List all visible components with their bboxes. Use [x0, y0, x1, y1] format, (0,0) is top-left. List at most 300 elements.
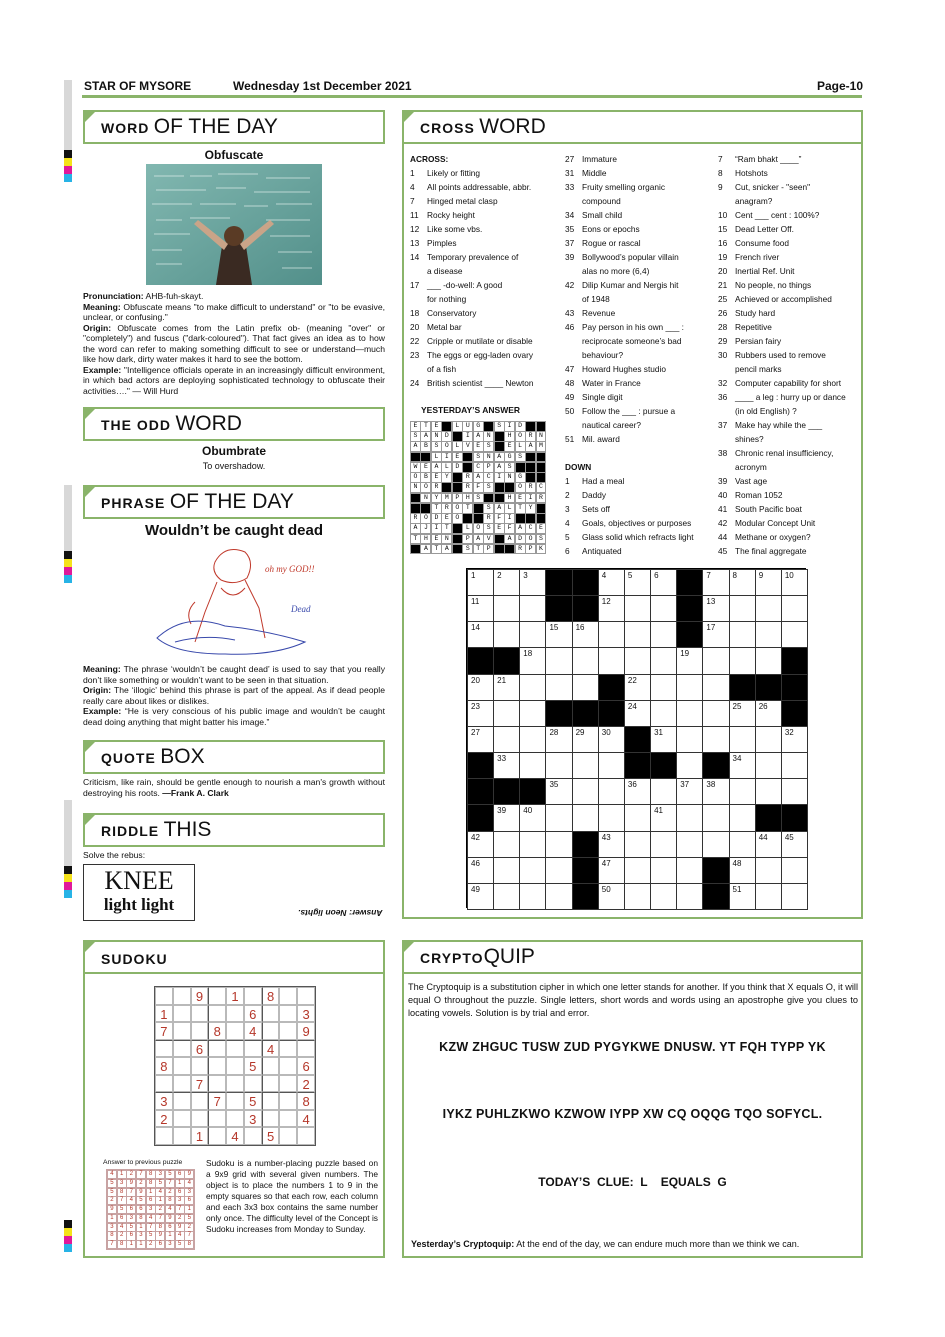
sudoku-cell[interactable] — [208, 987, 226, 1005]
clue-text: Metal bar — [427, 322, 462, 332]
crossword-cell[interactable] — [729, 883, 756, 910]
sudoku-cell[interactable] — [279, 1005, 297, 1023]
crossword-cell[interactable] — [519, 804, 546, 831]
crossword-cell[interactable] — [755, 621, 782, 648]
clue-text: Sets off — [582, 504, 610, 514]
sudoku-cell[interactable] — [262, 1092, 280, 1110]
crossword-cell[interactable] — [650, 857, 677, 884]
crossword-cell[interactable] — [729, 647, 756, 674]
sudoku-cell[interactable] — [262, 1057, 280, 1075]
sudoku-cell[interactable] — [244, 987, 262, 1005]
blackboard-photo — [146, 164, 322, 285]
crossword-cell[interactable] — [598, 804, 625, 831]
sudoku-cell[interactable] — [226, 1005, 244, 1023]
crossword-cell[interactable] — [729, 752, 756, 779]
crossword-cell[interactable] — [676, 857, 703, 884]
clue-row — [718, 460, 863, 474]
crossword-cell-number: 40 — [523, 806, 533, 816]
crossword-cell[interactable] — [493, 883, 520, 910]
crossword-block — [676, 595, 703, 622]
crossword-cell[interactable] — [650, 621, 677, 648]
todays-clue: TODAY’S CLUE: L EQUALS G — [538, 1175, 727, 1189]
crossword-cell[interactable] — [781, 778, 808, 805]
clue-text: ___ -do-well: A good — [427, 280, 503, 290]
phrase-body: Meaning: The phrase ‘wouldn’t be caught dead’ is used to say that you really don’t like something or wouldn’t want to be seen in that situation. Origin: The ‘illogic’ behind this phrase is part of the appeal. As if dead people really care about likes or dislikes. Example: “He is very conscious of his public image and wouldn’t be caught dead doing anything that might batter his image.” — [83, 664, 385, 727]
crossword-cell[interactable] — [598, 726, 625, 753]
answer-block — [494, 441, 505, 452]
sudoku-cell[interactable] — [155, 1040, 173, 1058]
answer-block — [420, 503, 431, 514]
answer-letter: A — [420, 431, 431, 442]
clue-row — [718, 166, 863, 180]
sudoku-cell[interactable] — [279, 1092, 297, 1110]
clue-number — [718, 460, 735, 474]
crossword-cell[interactable] — [650, 595, 677, 622]
clue-row — [410, 306, 560, 320]
clue-row — [718, 208, 863, 222]
crossword-cell[interactable] — [702, 621, 729, 648]
crossword-cell[interactable] — [650, 674, 677, 701]
sudoku-cell[interactable] — [244, 1075, 262, 1093]
crossword-cell[interactable] — [781, 857, 808, 884]
answer-letter: E — [431, 472, 442, 483]
sudoku-cell[interactable] — [173, 1092, 191, 1110]
sudoku-cell[interactable] — [226, 1022, 244, 1040]
crossword-cell[interactable] — [729, 857, 756, 884]
crossword-cell[interactable] — [545, 726, 572, 753]
crossword-cell[interactable] — [493, 752, 520, 779]
crossword-cell[interactable] — [676, 804, 703, 831]
sudoku-cell[interactable] — [173, 1110, 191, 1128]
crossword-cell[interactable] — [702, 831, 729, 858]
crossword-cell[interactable] — [702, 726, 729, 753]
clue-number — [565, 264, 582, 278]
clue-row — [410, 362, 560, 376]
crossword-cell[interactable] — [493, 595, 520, 622]
crossword-cell[interactable] — [598, 831, 625, 858]
crossword-cell[interactable] — [729, 726, 756, 753]
crossword-cell[interactable] — [676, 883, 703, 910]
crossword-cell[interactable] — [676, 674, 703, 701]
crossword-cell[interactable] — [624, 647, 651, 674]
clue-text: Persian fairy — [735, 336, 782, 346]
crossword-cell[interactable] — [781, 831, 808, 858]
sudoku-cell[interactable] — [279, 1127, 297, 1145]
crossword-cell[interactable] — [572, 621, 599, 648]
previous-answer-cell: 1 — [126, 1240, 136, 1249]
crossword-cell[interactable] — [545, 857, 572, 884]
crossword-cell[interactable] — [519, 569, 546, 596]
crossword-cell[interactable] — [598, 752, 625, 779]
sudoku-cell[interactable] — [279, 1022, 297, 1040]
crossword-cell[interactable] — [702, 595, 729, 622]
clue-number: 49 — [565, 392, 575, 402]
crossword-cell[interactable] — [624, 883, 651, 910]
color-registration — [64, 1220, 72, 1252]
crossword-cell[interactable] — [572, 778, 599, 805]
sudoku-cell[interactable] — [279, 1075, 297, 1093]
crossword-cell[interactable] — [650, 569, 677, 596]
crossword-cell-number: 44 — [758, 832, 768, 842]
previous-answer-cell: 2 — [146, 1240, 156, 1249]
clue-row — [565, 222, 715, 236]
crossword-cell-number: 33 — [497, 754, 507, 764]
answer-block — [462, 462, 473, 473]
crossword-cell[interactable] — [702, 778, 729, 805]
crossword-cell[interactable] — [755, 752, 782, 779]
crossword-cell[interactable] — [650, 883, 677, 910]
crossword-cell[interactable] — [467, 857, 494, 884]
crossword-cell[interactable] — [572, 804, 599, 831]
sudoku-cell: 9 — [297, 1022, 315, 1040]
sudoku-cell: 7 — [208, 1092, 226, 1110]
crossword-cell[interactable] — [493, 621, 520, 648]
crossword-cell[interactable] — [572, 647, 599, 674]
clue-number: 23 — [410, 350, 420, 360]
clue-number: 25 — [718, 294, 728, 304]
clue-text: Rocky height — [427, 210, 475, 220]
crossword-cell[interactable] — [598, 778, 625, 805]
previous-answer-cell: 8 — [165, 1196, 175, 1205]
sudoku-cell[interactable] — [173, 1075, 191, 1093]
clue-text: South Pacific boat — [735, 504, 802, 514]
sudoku-cell[interactable] — [155, 1127, 173, 1145]
crossword-cell[interactable] — [624, 621, 651, 648]
previous-answer-cell: 7 — [126, 1188, 136, 1197]
clue-number: 18 — [410, 308, 420, 318]
crossword-cell[interactable] — [519, 647, 546, 674]
crossword-cell[interactable] — [755, 778, 782, 805]
sudoku-cell[interactable] — [279, 1057, 297, 1075]
answer-letter: O — [420, 482, 431, 493]
crossword-cell[interactable] — [729, 569, 756, 596]
crossword-cell[interactable] — [676, 831, 703, 858]
sudoku-cell[interactable] — [226, 1040, 244, 1058]
crossword-cell[interactable] — [702, 647, 729, 674]
sudoku-cell[interactable] — [191, 1110, 209, 1128]
crossword-cell[interactable] — [519, 857, 546, 884]
crossword-block — [702, 883, 729, 910]
crossword-cell[interactable] — [519, 726, 546, 753]
crossword-cell[interactable] — [545, 778, 572, 805]
crossword-cell[interactable] — [545, 674, 572, 701]
crossword-cell[interactable] — [598, 621, 625, 648]
clue-text: Achieved or accomplished — [735, 294, 832, 304]
crossword-cell[interactable] — [624, 778, 651, 805]
sudoku-cell[interactable] — [279, 1040, 297, 1058]
crossword-cell[interactable] — [493, 700, 520, 727]
crossword-cell[interactable] — [755, 726, 782, 753]
sudoku-cell[interactable] — [208, 1127, 226, 1145]
crossword-block — [650, 752, 677, 779]
sudoku-cell[interactable] — [191, 1005, 209, 1023]
crossword-cell[interactable] — [729, 804, 756, 831]
sudoku-cell[interactable] — [173, 1022, 191, 1040]
crossword-cell[interactable] — [729, 700, 756, 727]
crossword-cell[interactable] — [519, 674, 546, 701]
crossword-cell[interactable] — [650, 647, 677, 674]
crossword-cell[interactable] — [572, 674, 599, 701]
clue-number: 6 — [565, 546, 570, 556]
clue-number: 7 — [410, 196, 415, 206]
crossword-cell[interactable] — [676, 726, 703, 753]
crossword-cell[interactable] — [493, 831, 520, 858]
clue-number: 40 — [718, 490, 728, 500]
crossword-cell[interactable] — [598, 595, 625, 622]
answer-letter: K — [536, 544, 547, 555]
crossword-cell[interactable] — [467, 831, 494, 858]
answer-letter: T — [473, 544, 484, 555]
crossword-cell-number: 2 — [497, 571, 502, 580]
crossword-cell[interactable] — [493, 857, 520, 884]
sudoku-cell[interactable] — [297, 987, 315, 1005]
sudoku-cell[interactable] — [244, 1127, 262, 1145]
crossword-cell-number: 18 — [523, 649, 533, 659]
crossword-title-box — [402, 110, 863, 144]
answer-letter: E — [431, 534, 442, 545]
previous-answer-cell: 8 — [146, 1179, 156, 1188]
answer-letter: C — [473, 462, 484, 473]
crossword-block — [755, 674, 782, 701]
answer-letter: N — [483, 431, 494, 442]
crossword-cell[interactable] — [676, 700, 703, 727]
clue-text: Consume food — [735, 238, 789, 248]
crossword-block — [572, 595, 599, 622]
crossword-block — [467, 647, 494, 674]
previous-answer-cell: 5 — [165, 1170, 175, 1179]
crossword-cell[interactable] — [702, 804, 729, 831]
crossword-cell-number: 34 — [732, 754, 742, 764]
clue-row — [410, 236, 560, 250]
sudoku-cell[interactable] — [226, 1092, 244, 1110]
crossword-block — [467, 778, 494, 805]
answer-letter: T — [462, 503, 473, 514]
crossword-cell[interactable] — [519, 595, 546, 622]
crossword-cell[interactable] — [519, 621, 546, 648]
sudoku-cell: 1 — [191, 1127, 209, 1145]
sudoku-cell[interactable] — [191, 1092, 209, 1110]
crossword-cell[interactable] — [493, 674, 520, 701]
sudoku-cell[interactable] — [173, 1005, 191, 1023]
sudoku-cell[interactable] — [226, 1075, 244, 1093]
crossword-cell[interactable] — [650, 726, 677, 753]
clue-text: Water in France — [582, 378, 641, 388]
crossword-cell[interactable] — [702, 569, 729, 596]
crossword-cell[interactable] — [624, 595, 651, 622]
clue-text: (in old English) ? — [735, 406, 797, 416]
previous-answer-cell: 8 — [117, 1240, 127, 1249]
sudoku-cell[interactable] — [191, 1022, 209, 1040]
crossword-cell[interactable] — [650, 831, 677, 858]
crossword-cell[interactable] — [755, 857, 782, 884]
answer-letter: S — [483, 441, 494, 452]
sudoku-cell[interactable] — [173, 987, 191, 1005]
crossword-cell[interactable] — [755, 883, 782, 910]
clue-text: The final aggregate — [735, 546, 807, 556]
crossword-cell[interactable] — [493, 726, 520, 753]
answer-letter: S — [462, 544, 473, 555]
clue-number: 11 — [410, 210, 419, 220]
crossword-cell[interactable] — [755, 595, 782, 622]
sudoku-cell[interactable] — [279, 987, 297, 1005]
sudoku-cell[interactable] — [262, 1005, 280, 1023]
sudoku-cell: 7 — [155, 1022, 173, 1040]
crossword-cell[interactable] — [781, 726, 808, 753]
answer-letter: A — [494, 503, 505, 514]
crossword-cell[interactable] — [467, 569, 494, 596]
sudoku-cell[interactable] — [262, 1075, 280, 1093]
sudoku-cell[interactable] — [297, 1127, 315, 1145]
crossword-cell[interactable] — [545, 621, 572, 648]
clue-text: The eggs or egg-laden ovary — [427, 350, 534, 360]
crossword-cell[interactable] — [519, 700, 546, 727]
crossword-cell[interactable] — [519, 752, 546, 779]
crossword-cell[interactable] — [493, 804, 520, 831]
crossword-cell[interactable] — [781, 569, 808, 596]
previous-answer-cell: 3 — [107, 1223, 117, 1232]
crossword-cell[interactable] — [781, 595, 808, 622]
crossword-cell[interactable] — [729, 621, 756, 648]
previous-answer-cell: 6 — [117, 1214, 127, 1223]
sudoku-cell[interactable] — [155, 987, 173, 1005]
sudoku-cell[interactable] — [155, 1075, 173, 1093]
clue-row — [410, 334, 560, 348]
crossword-cell[interactable] — [676, 647, 703, 674]
crossword-cell[interactable] — [624, 674, 651, 701]
answer-letter: D — [441, 431, 452, 442]
color-registration — [64, 551, 72, 583]
crossword-cell[interactable] — [545, 647, 572, 674]
sudoku-cell[interactable] — [208, 1005, 226, 1023]
crossword-cell[interactable] — [467, 700, 494, 727]
crossword-cell[interactable] — [755, 569, 782, 596]
crossword-cell[interactable] — [467, 674, 494, 701]
crossword-cell[interactable] — [467, 595, 494, 622]
answer-letter: I — [504, 513, 515, 524]
crossword-cell[interactable] — [755, 831, 782, 858]
crossword-cell[interactable] — [702, 674, 729, 701]
crossword-cell[interactable] — [650, 700, 677, 727]
previous-answer-cell: 4 — [107, 1170, 117, 1179]
clue-text: of 1948 — [582, 294, 610, 304]
sudoku-cell[interactable] — [208, 1110, 226, 1128]
header-rule — [82, 95, 862, 98]
clue-number: 20 — [410, 322, 420, 332]
crossword-cell[interactable] — [676, 752, 703, 779]
crossword-cell[interactable] — [650, 778, 677, 805]
sudoku-cell[interactable] — [244, 1040, 262, 1058]
crossword-cell[interactable] — [467, 726, 494, 753]
sudoku-cell[interactable] — [191, 1057, 209, 1075]
sudoku-cell: 5 — [244, 1092, 262, 1110]
clue-text: nautical career? — [582, 420, 642, 430]
sudoku-cell[interactable] — [226, 1057, 244, 1075]
sudoku-cell[interactable] — [208, 1075, 226, 1093]
sudoku-cell: 7 — [191, 1075, 209, 1093]
crossword-cell[interactable] — [519, 883, 546, 910]
answer-letter: G — [515, 472, 526, 483]
answer-letter: R — [536, 493, 547, 504]
crossword-cell[interactable] — [650, 804, 677, 831]
crossword-cell[interactable] — [493, 569, 520, 596]
crossword-cell[interactable] — [545, 804, 572, 831]
clue-row — [718, 544, 863, 558]
answer-letter: A — [473, 472, 484, 483]
sudoku-cell[interactable] — [173, 1040, 191, 1058]
sudoku-cell[interactable] — [262, 1110, 280, 1128]
crossword-cell[interactable] — [624, 700, 651, 727]
sudoku-cell[interactable] — [297, 1040, 315, 1058]
crossword-cell[interactable] — [519, 831, 546, 858]
crossword-cell[interactable] — [545, 831, 572, 858]
answer-letter: C — [483, 472, 494, 483]
crossword-cell[interactable] — [755, 700, 782, 727]
answer-block — [410, 503, 421, 514]
crossword-cell[interactable] — [755, 647, 782, 674]
clue-text: Pay person in his own ___ : — [582, 322, 684, 332]
crossword-cell-number: 15 — [549, 623, 559, 633]
crossword-cell[interactable] — [467, 621, 494, 648]
clue-text: Dead Letter Off. — [735, 224, 794, 234]
crossword-cell[interactable] — [729, 831, 756, 858]
crossword-cell[interactable] — [598, 647, 625, 674]
crossword-cell[interactable] — [598, 569, 625, 596]
crossword-cell[interactable] — [572, 752, 599, 779]
clue-number: 39 — [718, 476, 728, 486]
crossword-block — [467, 804, 494, 831]
sudoku-cell[interactable] — [279, 1110, 297, 1128]
crossword-cell[interactable] — [545, 883, 572, 910]
crossword-cell[interactable] — [624, 857, 651, 884]
answer-letter: S — [473, 493, 484, 504]
sudoku-cell: 3 — [297, 1005, 315, 1023]
sudoku-cell[interactable] — [208, 1057, 226, 1075]
crossword-block — [572, 831, 599, 858]
crossword-cell[interactable] — [624, 569, 651, 596]
previous-answer-cell: 9 — [136, 1188, 146, 1197]
previous-answer-cell: 2 — [175, 1214, 185, 1223]
crossword-cell[interactable] — [467, 883, 494, 910]
crossword-cell[interactable] — [598, 883, 625, 910]
clue-text: ____ a leg : hurry up or dance — [735, 392, 846, 402]
sudoku-cell[interactable] — [226, 1110, 244, 1128]
crossword-cell[interactable] — [624, 804, 651, 831]
sudoku-cell[interactable] — [173, 1057, 191, 1075]
crossword-cell[interactable] — [781, 621, 808, 648]
crossword-cell[interactable] — [676, 778, 703, 805]
previous-answer-cell: 7 — [175, 1205, 185, 1214]
crossword-cell[interactable] — [781, 883, 808, 910]
sudoku-cell: 8 — [155, 1057, 173, 1075]
crossword-cell[interactable] — [572, 726, 599, 753]
answer-letter: M — [536, 441, 547, 452]
crossword-cell[interactable] — [545, 752, 572, 779]
crossword-cell[interactable] — [702, 700, 729, 727]
sudoku-cell[interactable] — [208, 1040, 226, 1058]
sudoku-cell[interactable] — [262, 1022, 280, 1040]
crossword-cell[interactable] — [624, 831, 651, 858]
crossword-cell[interactable] — [781, 752, 808, 779]
clue-row — [565, 334, 715, 348]
crossword-cell[interactable] — [729, 595, 756, 622]
crossword-block — [781, 700, 808, 727]
crossword-cell[interactable] — [729, 778, 756, 805]
crossword-cell[interactable] — [598, 857, 625, 884]
sudoku-cell[interactable] — [173, 1127, 191, 1145]
crossword-block — [624, 726, 651, 753]
clue-row — [565, 180, 715, 194]
answer-block — [515, 513, 526, 524]
